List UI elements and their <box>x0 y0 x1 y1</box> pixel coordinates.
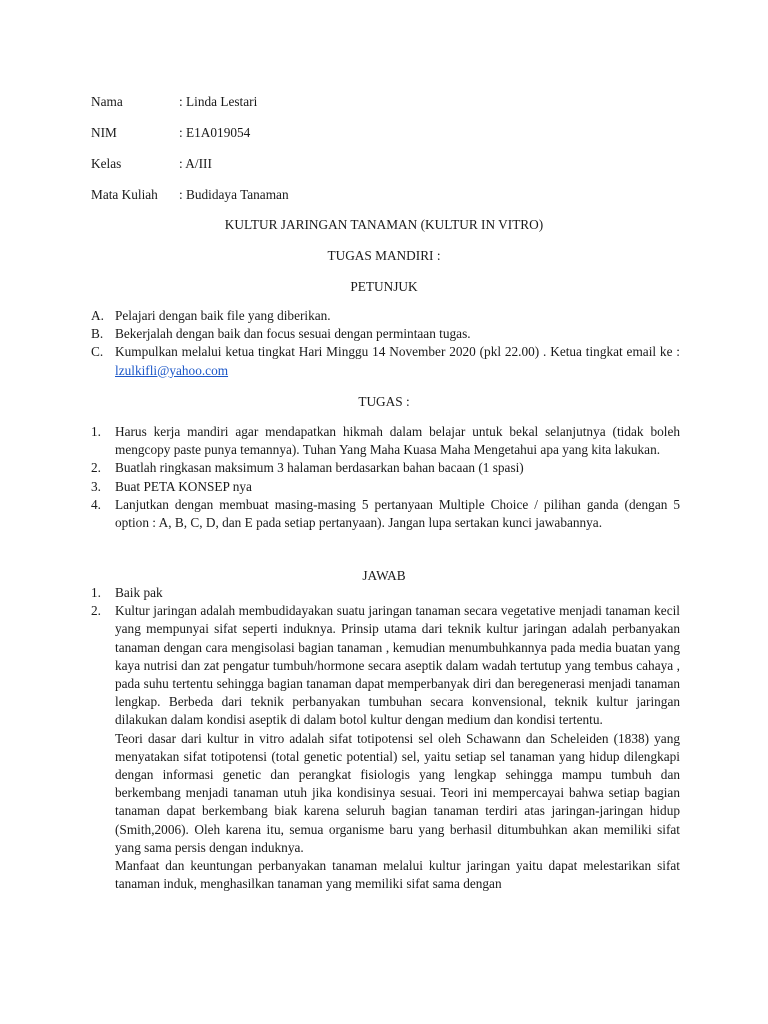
identity-value: : A/III <box>179 156 212 171</box>
list-marker: C. <box>91 344 104 360</box>
list-marker: 3. <box>91 478 101 494</box>
list-item <box>91 343 680 379</box>
list-marker: A. <box>91 308 104 323</box>
list-item-text: Buat PETA KONSEP nya <box>115 478 252 494</box>
list-marker: 2. <box>91 460 101 476</box>
petunjuk-heading: PETUNJUK <box>350 279 418 294</box>
identity-row-kelas <box>91 155 212 173</box>
document-subtitle: TUGAS MANDIRI : <box>327 248 441 263</box>
answer-paragraph: Teori dasar dari kultur in vitro adalah sifat totipotensi sel oleh Schawann dan Scheleiden (1838) yang menyatakan sifat totipotensi (total genetic potential) sel, yaitu setiap sel tanaman yang hidup dilengkapi dengan informasi genetic dan perangkat fisiologis yang lengkap sehingga mampu tumbuh dan berkembang menjadi tanaman utuh jika kondisinya sesuai. Teori ini mempercayai bahwa setiap bagian tanaman dapat berkembang biak karena seluruh bagian tanaman terdiri atas jaringan-jaringan hidup (Smith,2006). Oleh karena itu, semua organisme baru yang berhasil ditumbuhkan akan memiliki sifat yang sama persis dengan induknya. <box>115 730 680 855</box>
list-marker: B. <box>91 326 104 342</box>
list-item <box>91 459 680 477</box>
identity-row-mata-kuliah <box>91 186 289 204</box>
list-item-text <box>115 343 680 379</box>
petunjuk-list <box>91 307 680 380</box>
list-marker: 1. <box>91 424 101 439</box>
list-item <box>91 307 680 325</box>
jawab-list <box>91 584 680 893</box>
identity-label: Mata Kuliah <box>91 187 158 202</box>
tugas-list <box>91 423 680 532</box>
list-item <box>91 325 680 343</box>
list-item-text: Baik pak <box>115 585 163 600</box>
list-item-text: Pelajari dengan baik file yang diberikan. <box>115 308 331 323</box>
list-item <box>91 423 680 459</box>
list-marker: 4. <box>91 496 101 512</box>
identity-value: : Budidaya Tanaman <box>179 187 289 202</box>
answer-paragraph: Manfaat dan keuntungan perbanyakan tanaman melalui kultur jaringan yaitu dapat melestarikan sifat tanaman induk, menghasilkan tanaman yang memiliki sifat sama dengan <box>115 858 680 892</box>
identity-label: Nama <box>91 94 123 109</box>
identity-row-nama <box>91 93 257 111</box>
email-link[interactable]: lzulkifli@yahoo.com <box>115 362 229 378</box>
tugas-heading: TUGAS : <box>358 394 410 409</box>
list-item <box>91 584 680 602</box>
list-item <box>91 496 680 532</box>
document-title: KULTUR JARINGAN TANAMAN (KULTUR IN VITRO) <box>224 217 544 232</box>
list-item-text <box>115 602 680 893</box>
list-marker: 2. <box>91 603 101 619</box>
answer-paragraph: Kultur jaringan adalah membudidayakan suatu jaringan tanaman secara vegetative menjadi tanaman kecil yang mempunyai sifat seperti induknya. Prinsip utama dari teknik kultur jaringan adalah perbanyakan tanaman dengan cara mengisolasi bagian tanaman , kemudian menumbuhkannya pada media buatan yang kaya nutrisi dan zat pengatur tumbuh/hormone secara aseptik dalam wadah tertutup yang tembus cahaya , pada suhu tertentu sehingga bagian tanaman dapat memperbanyak diri dan beregenerasi menjadi tanaman lengkap. Berbeda dari teknik perbanyakan tumbuhan secara konvensional, teknik kultur jaringan dilakukan dalam kondisi aseptik di dalam botol kultur dengan medium dan kondisi tertentu. <box>115 603 680 728</box>
list-item-text: Bekerjalah dengan baik dan focus sesuai dengan permintaan tugas. <box>115 326 471 342</box>
list-item-text: Harus kerja mandiri agar mendapatkan hikmah dalam belajar untuk bekal selanjutnya (tidak boleh mengcopy paste punya temannya). Tuhan Yang Maha Kuasa Maha Mengetahui apa yang kita lakukan. <box>115 424 680 458</box>
list-marker: 1. <box>91 585 101 600</box>
list-item-text-content: Kumpulkan melalui ketua tingkat Hari Minggu 14 November 2020 (pkl 22.00) . Ketua tingkat email ke : <box>115 344 680 360</box>
list-item <box>91 478 680 496</box>
list-item <box>91 602 680 893</box>
identity-value: : E1A019054 <box>179 125 251 140</box>
identity-row-nim <box>91 124 250 142</box>
list-item-text: Buatlah ringkasan maksimum 3 halaman berdasarkan bahan bacaan (1 spasi) <box>115 460 524 476</box>
identity-label: Kelas <box>91 156 122 171</box>
jawab-heading: JAWAB <box>362 568 406 583</box>
identity-label: NIM <box>91 125 117 140</box>
identity-value: : Linda Lestari <box>179 94 258 109</box>
list-item-text: Lanjutkan dengan membuat masing-masing 5 pertanyaan Multiple Choice / pilihan ganda (dengan 5 option : A, B, C, D, dan E pada setiap pertanyaan). Jangan lupa sertakan kunci jawabannya. <box>115 496 680 531</box>
